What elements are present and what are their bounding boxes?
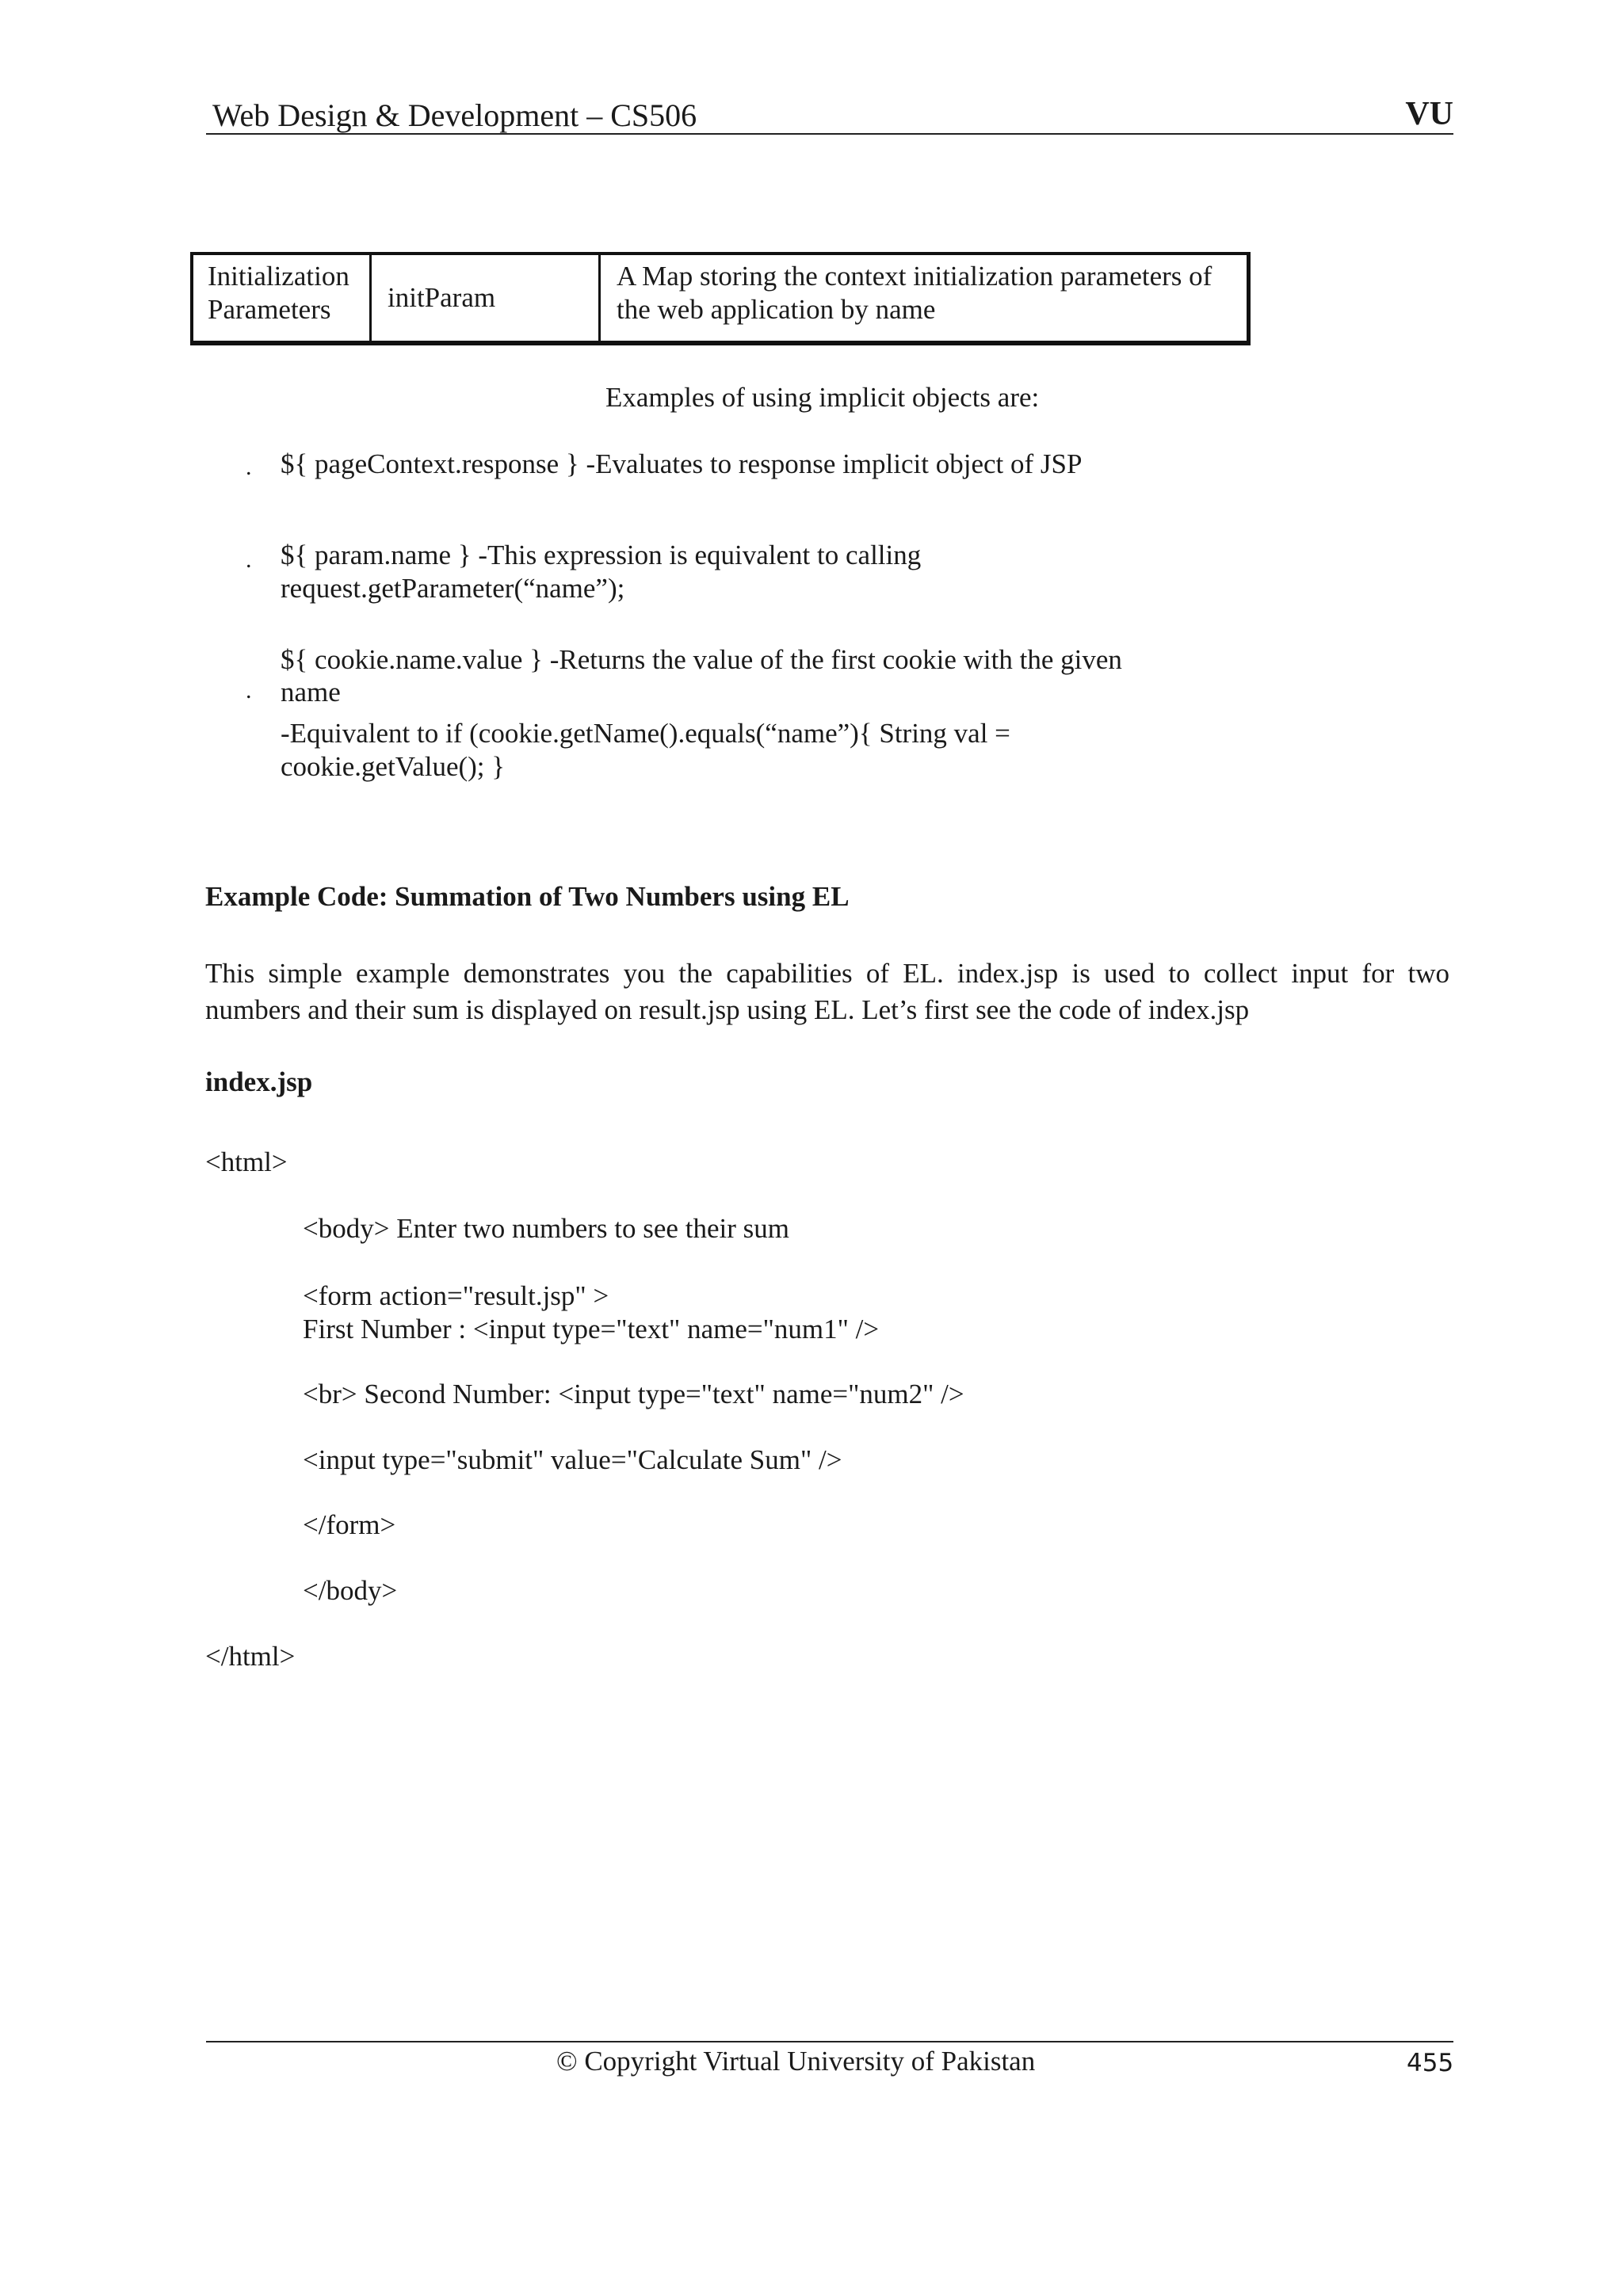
bullet-marker: .: [246, 454, 252, 480]
paragraph-line: This simple example demonstrates you the capabilities of EL. index.jsp is used to collect input for two: [205, 958, 1449, 989]
code-line: <br> Second Number: <input type="text" name="num2" />: [303, 1379, 964, 1409]
implicit-objects-table: [190, 252, 1251, 345]
example-line: ${ pageContext.response } -Evaluates to response implicit object of JSP: [281, 448, 1083, 479]
document-header-brand: VU: [1405, 96, 1453, 132]
code-line: <input type="submit" value="Calculate Sum" />: [303, 1444, 842, 1475]
example-line: -Equivalent to if (cookie.getName().equals(“name”){ String val =: [281, 718, 1010, 749]
example-line: request.getParameter(“name”);: [281, 573, 625, 604]
code-line: First Number : <input type="text" name="num1" />: [303, 1314, 880, 1344]
code-line: </form>: [303, 1509, 396, 1540]
paragraph-line: numbers and their sum is displayed on result.jsp using EL. Let’s first see the code of index.jsp: [205, 994, 1250, 1025]
example-line: ${ cookie.name.value } -Returns the value of the first cookie with the given: [281, 644, 1122, 675]
table-cell-description: [598, 255, 1247, 341]
cell-text-line: Initialization: [208, 261, 349, 292]
cell-text-line: Parameters: [208, 294, 331, 325]
examples-caption: Examples of using implicit objects are:: [605, 382, 1040, 413]
bullet-marker: .: [246, 677, 252, 704]
example-line: name: [281, 677, 341, 707]
code-line: </body>: [303, 1575, 398, 1606]
section-heading: Example Code: Summation of Two Numbers using EL: [205, 881, 850, 912]
code-line: <form action="result.jsp" >: [303, 1280, 609, 1311]
cell-text-line: the web application by name: [617, 294, 936, 325]
footer-divider: [206, 2041, 1453, 2042]
code-line: <body> Enter two numbers to see their sum: [303, 1213, 789, 1244]
example-line: ${ param.name } -This expression is equivalent to calling: [281, 540, 922, 570]
document-header-title: Web Design & Development – CS506: [212, 97, 697, 133]
table-cell-category: [193, 255, 369, 341]
example-line: cookie.getValue(); }: [281, 751, 506, 782]
header-divider: [206, 133, 1453, 135]
cell-text: initParam: [388, 282, 496, 313]
bullet-marker: .: [246, 547, 252, 573]
footer-copyright: © Copyright Virtual University of Pakistan: [556, 2046, 1036, 2077]
cell-text-line: A Map storing the context initialization parameters of: [617, 261, 1212, 292]
code-line: <html>: [205, 1146, 288, 1177]
table-cell-implicit-object: [369, 255, 598, 341]
file-heading: index.jsp: [205, 1066, 313, 1097]
page-number: 455: [1407, 2049, 1454, 2077]
code-line: </html>: [205, 1641, 296, 1672]
